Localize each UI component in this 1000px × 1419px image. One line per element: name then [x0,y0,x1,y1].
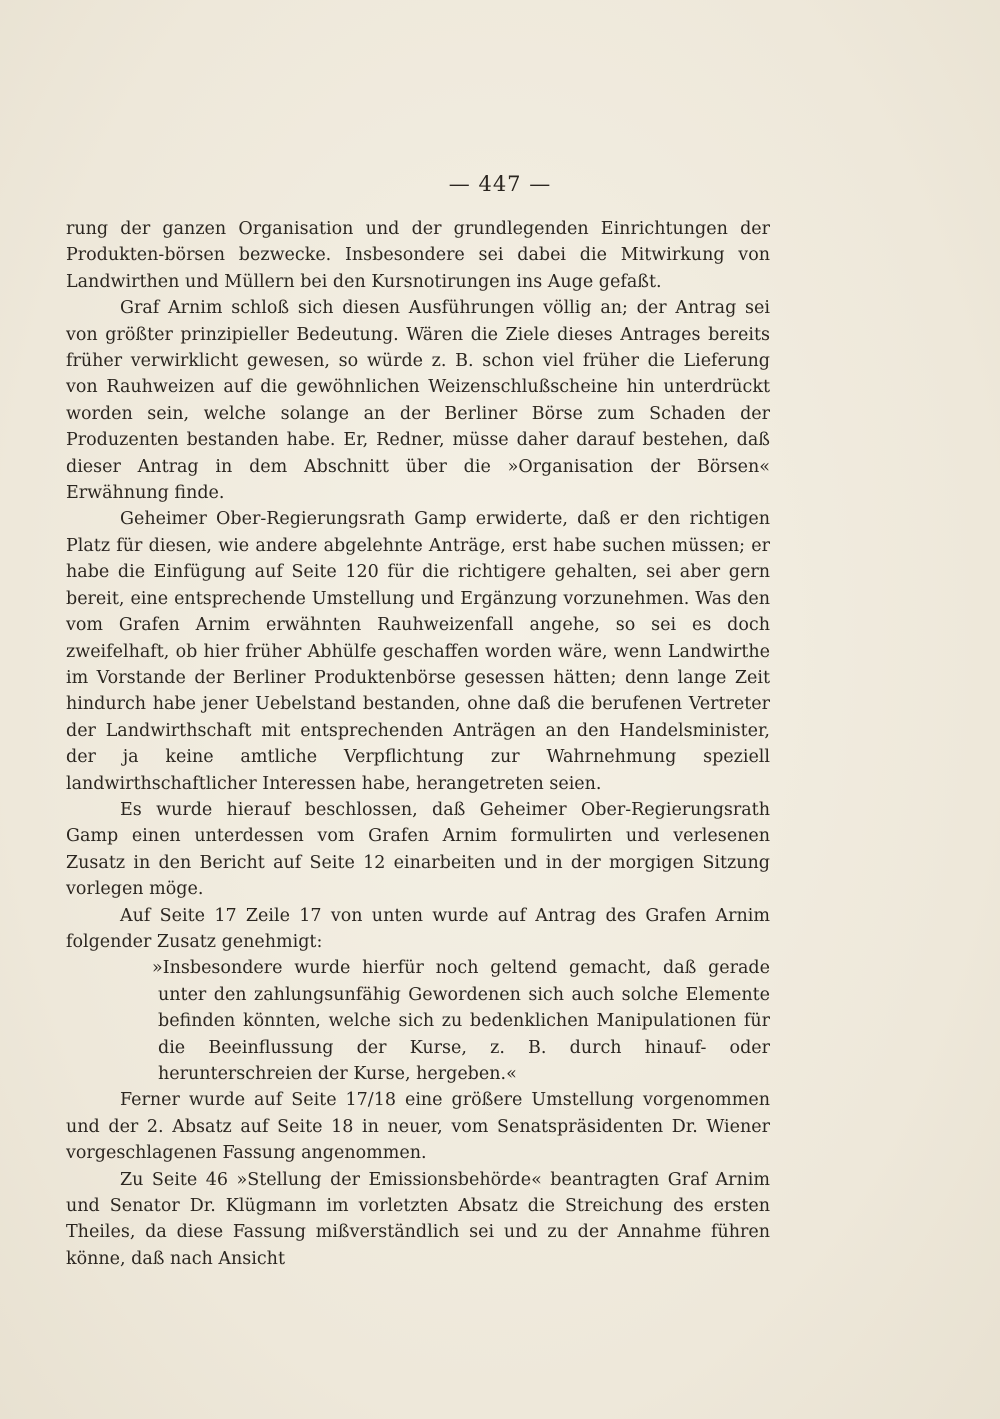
paragraph-arnim-statement: Graf Arnim schloß sich diesen Ausführungen völlig an; der Antrag sei von größter prinzipieller Bedeutung. Wären die Ziele dieses Antrages bereits früher verwirklicht gewesen, so würde z. B. schon viel früher die Lieferung von Rauhweizen auf die gewöhnlichen Weizenschlußscheine hin unterdrückt worden sein, welche solange an der Berliner Börse zum Schaden der Produzenten bestanden habe. Er, Redner, müsse daher darauf bestehen, daß dieser Antrag in dem Abschnitt über die »Organisation der Börsen« Erwähnung finde. [66,298,770,504]
paragraph-gamp-reply: Geheimer Ober-Regierungsrath Gamp erwiderte, daß er den richtigen Platz für diesen, wie andere abgelehnte Anträge, erst habe suchen müssen; er habe die Einfügung auf Seite 120 für die richtigere gehalten, sei aber gern bereit, eine entsprechende Umstellung und Ergänzung vorzunehmen. Was den vom Grafen Arnim erwähnten Rauhweizenfall angehe, so sei es doch zweifelhaft, ob hier früher Abhülfe geschaffen worden wäre, wenn Landwirthe im Vorstande der Berliner Produktenbörse gesessen hätten; denn lange Zeit hindurch habe jener Uebelstand bestanden, ohne daß die berufenen Vertreter der Landwirthschaft mit entsprechenden Anträgen an den Handelsminister, der ja keine amtliche Verpflichtung zur Wahrnehmung speziell landwirthschaftlicher Interessen habe, herangetreten seien. [66,509,770,794]
page-number: — 447 — [448,172,552,196]
body-text [66,216,770,1272]
quoted-amendment: »Insbesondere wurde hierfür noch geltend gemacht, daß gerade unter den zahlungsunfähig Gewordenen sich auch solche Elemente befinden könnten, welche sich zu bedenklichen Manipulationen für die Beeinflussung der Kurse, z. B. durch hinauf- oder herunterschreien der Kurse, hergeben.« [152,958,770,1084]
paragraph-emission-authority: Zu Seite 46 »Stellung der Emissionsbehörde« beantragten Graf Arnim und Senator Dr. Klügmann im vorletzten Absatz die Streichung des ersten Theiles, da diese Fassung mißverständlich sei und zu der Annahme führen könne, daß nach Ansicht [66,1169,770,1269]
paragraph-amendment-intro: Auf Seite 17 Zeile 17 von unten wurde auf Antrag des Grafen Arnim folgender Zusatz genehmigt: [66,905,770,952]
paragraph-resolution: Es wurde hierauf beschlossen, daß Geheimer Ober-Regierungsrath Gamp einen unterdessen vom Grafen Arnim formulirten und verlesenen Zusatz in den Bericht auf Seite 12 einarbeiten und in der morgigen Sitzung vorlegen möge. [66,799,770,900]
paragraph-restructuring: Ferner wurde auf Seite 17/18 eine größere Umstellung vorgenommen und der 2. Absatz auf Seite 18 in neuer, vom Senatspräsidenten Dr. Wiener vorgeschlagenen Fassung angenommen. [66,1090,770,1164]
paragraph-continuation: rung der ganzen Organisation und der grundlegenden Einrichtungen der Produkten-börsen bezwecke. Insbesondere sei dabei die Mitwirkung von Landwirthen und Müllern bei den Kursnotirungen ins Auge gefaßt. [66,219,770,292]
